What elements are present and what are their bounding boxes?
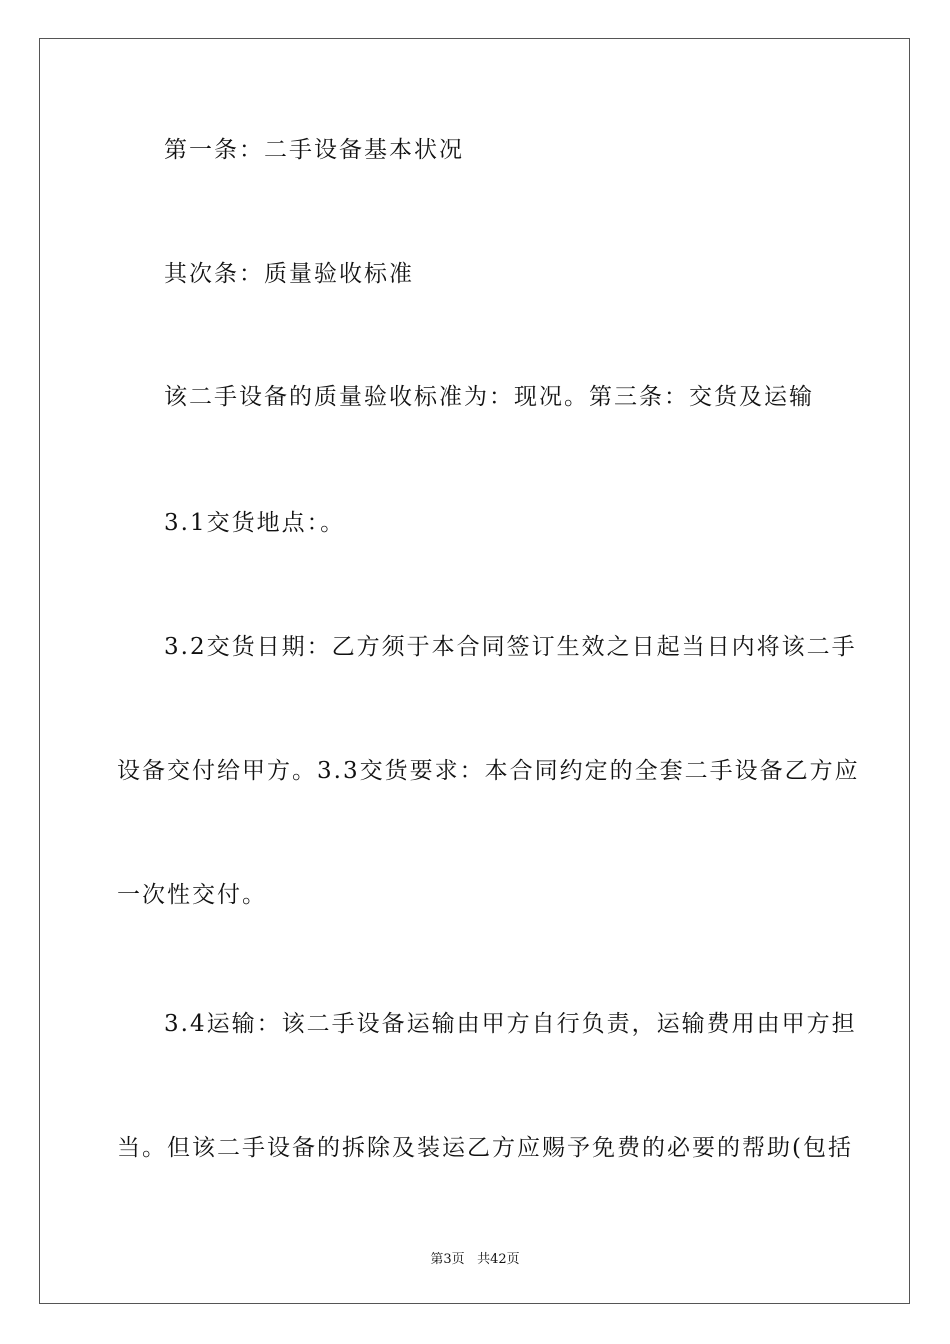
- total-pages: 共42页: [477, 1252, 520, 1267]
- paragraph-line: 当。但该二手设备的拆除及装运乙方应赐予免费的必要的帮助(包括: [117, 1135, 853, 1161]
- paragraph-line: 3.1交货地点：。: [164, 510, 346, 536]
- paragraph-line: 3.4运输：该二手设备运输由甲方自行负责，运输费用由甲方担: [164, 1011, 857, 1037]
- paragraph-line: 一次性交付。: [117, 882, 267, 908]
- paragraph-line: 该二手设备的质量验收标准为：现况。第三条：交货及运输: [164, 384, 814, 410]
- paragraph-line: 3.2交货日期：乙方须于本合同签订生效之日起当日内将该二手: [164, 634, 857, 660]
- clause-1-heading: 第一条：二手设备基本状况: [164, 137, 464, 163]
- paragraph-line: 设备交付给甲方。3.3交货要求：本合同约定的全套二手设备乙方应: [117, 758, 860, 784]
- page-border: [39, 38, 910, 1304]
- clause-2-heading: 其次条：质量验收标准: [164, 261, 414, 287]
- page-footer: [0, 1248, 950, 1267]
- page-number: 第3页: [430, 1252, 465, 1267]
